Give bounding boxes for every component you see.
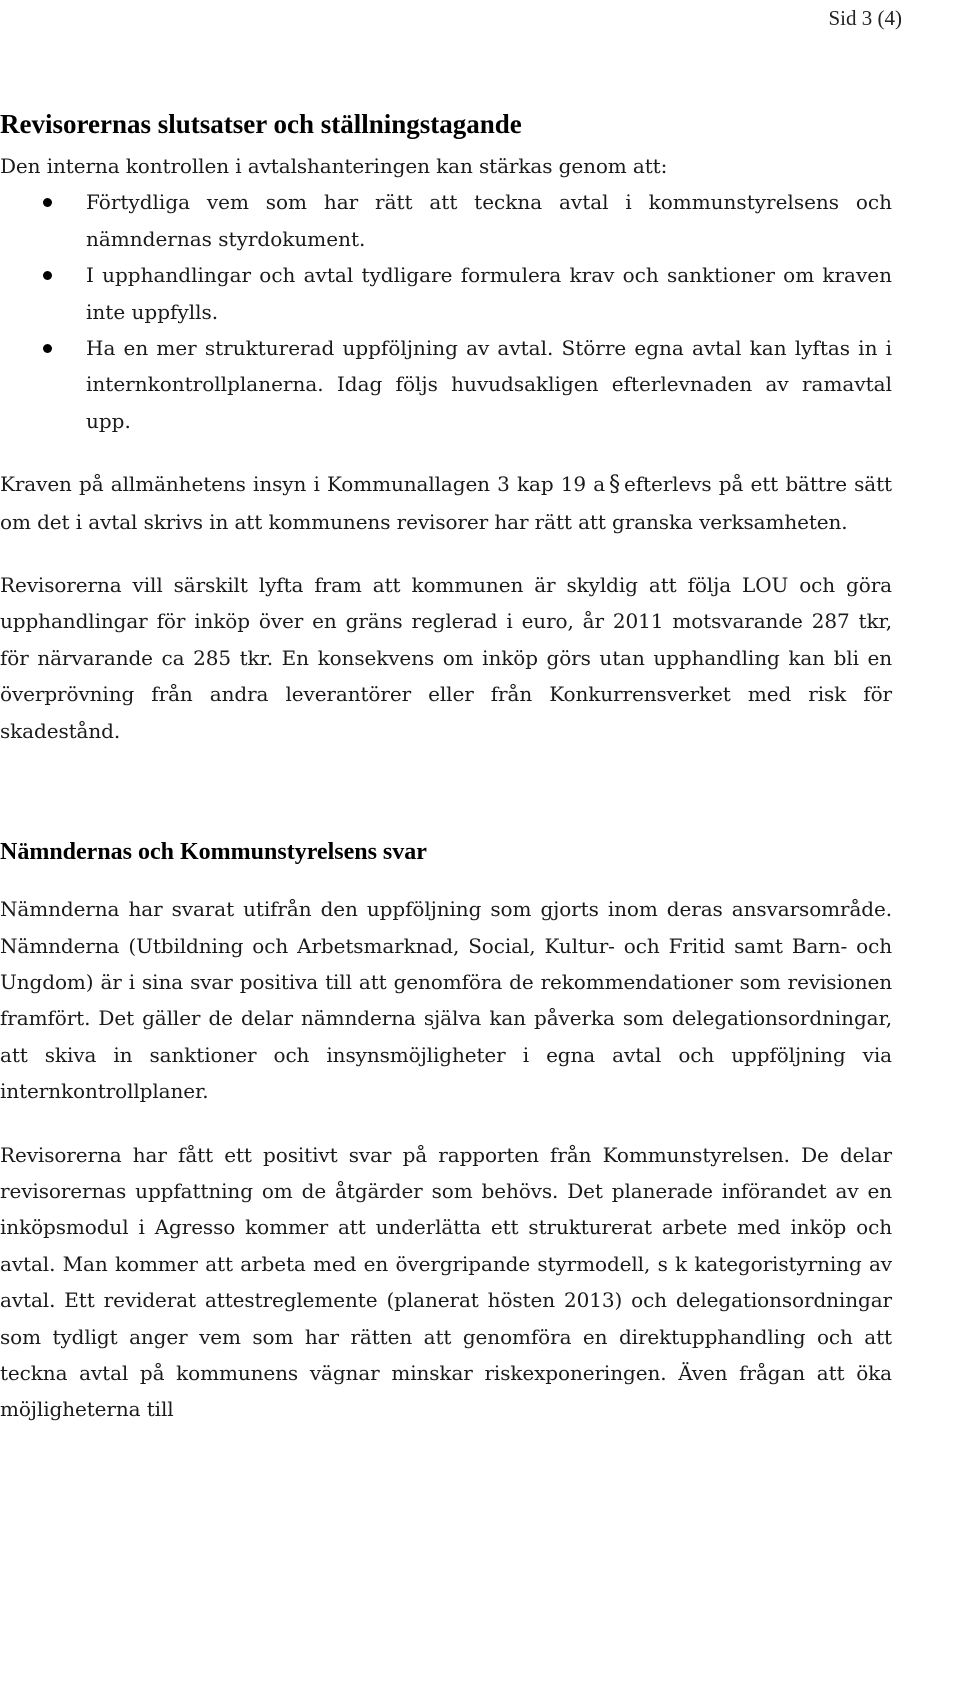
bullet-icon	[43, 344, 52, 353]
list-item	[0, 184, 892, 257]
insyn-text-end: efterlevs på ett bättre sätt om det i avtal skrivs in att kommunens revisorer har rätt att granska verksamheten.	[0, 472, 892, 534]
insyn-paragraph	[0, 466, 892, 540]
kommunstyrelsen-paragraph: Revisorerna har fått ett positivt svar på rapporten från Kommunstyrelsen. De delar revisorernas uppfattning om de åtgärder som behövs. Det planerade införandet av en inköpsmodul i Agresso kommer att underlätta ett strukturerat arbete med inköp och avtal. Man kommer att arbeta med en övergripande styrmodell, s k kategoristyrning av avtal. Ett reviderat attestreglemente (planerat hösten 2013) och delegationsordningar som tydligt anger vem som har rätten att genomföra en direktupphandling och att teckna avtal på kommunens vägnar minskar riskexponeringen. Även frågan att öka möjligheterna till	[0, 1142, 892, 1422]
intro-paragraph: Den interna kontrollen i avtalshanteringen kan stärkas genom att:	[0, 154, 668, 178]
document-body	[0, 104, 892, 1428]
page-number: Sid 3 (4)	[828, 6, 902, 30]
list-item	[0, 330, 892, 439]
section-sign-icon: §	[609, 472, 620, 498]
list-item	[0, 257, 892, 330]
list-item-text: Ha en mer strukturerad uppföljning av avtal. Större egna avtal kan lyftas in i internkontrollplanerna. Idag följs huvudsakligen efterlevnaden av ramavtal upp.	[86, 336, 892, 433]
section-heading-conclusions: Revisorernas slutsatser och ställningstagande	[0, 109, 522, 139]
bullet-icon	[43, 271, 52, 280]
list-item-text: I upphandlingar och avtal tydligare formulera krav och sanktioner om kraven inte uppfylls.	[86, 263, 892, 324]
insyn-text-start: Kraven på allmänhetens insyn i Kommunallagen 3 kap 19 a	[0, 472, 606, 497]
lou-paragraph: Revisorerna vill särskilt lyfta fram att kommunen är skyldig att följa LOU och göra upphandlingar för inköp över en gräns reglerad i euro, år 2011 motsvarande 287 tkr, för närvarande ca 285 tkr. En konsekvens om inköp görs utan upphandling kan bli en överprövning från andra leverantörer eller från Konkurrensverket med risk för skadestånd.	[0, 573, 892, 743]
namnder-paragraph: Nämnderna har svarat utifrån den uppföljning som gjorts inom deras ansvarsområde. Nämnderna (Utbildning och Arbetsmarknad, Social, Kultur- och Fritid samt Barn- och Ungdom) är i sina svar positiva till att genomföra de rekommendationer som revisionen framfört. Det gäller de delar nämnderna själva kan påverka som delegationsordningar, att skiva in sanktioner och insynsmöjligheter i egna avtal och uppföljning via internkontrollplaner.	[0, 897, 892, 1104]
section-heading-responses: Nämndernas och Kommunstyrelsens svar	[0, 839, 427, 866]
bullet-icon	[43, 198, 52, 207]
recommendation-list	[0, 184, 892, 439]
list-item-text: Förtydliga vem som har rätt att teckna avtal i kommunstyrelsens och nämndernas styrdokument.	[86, 190, 892, 251]
